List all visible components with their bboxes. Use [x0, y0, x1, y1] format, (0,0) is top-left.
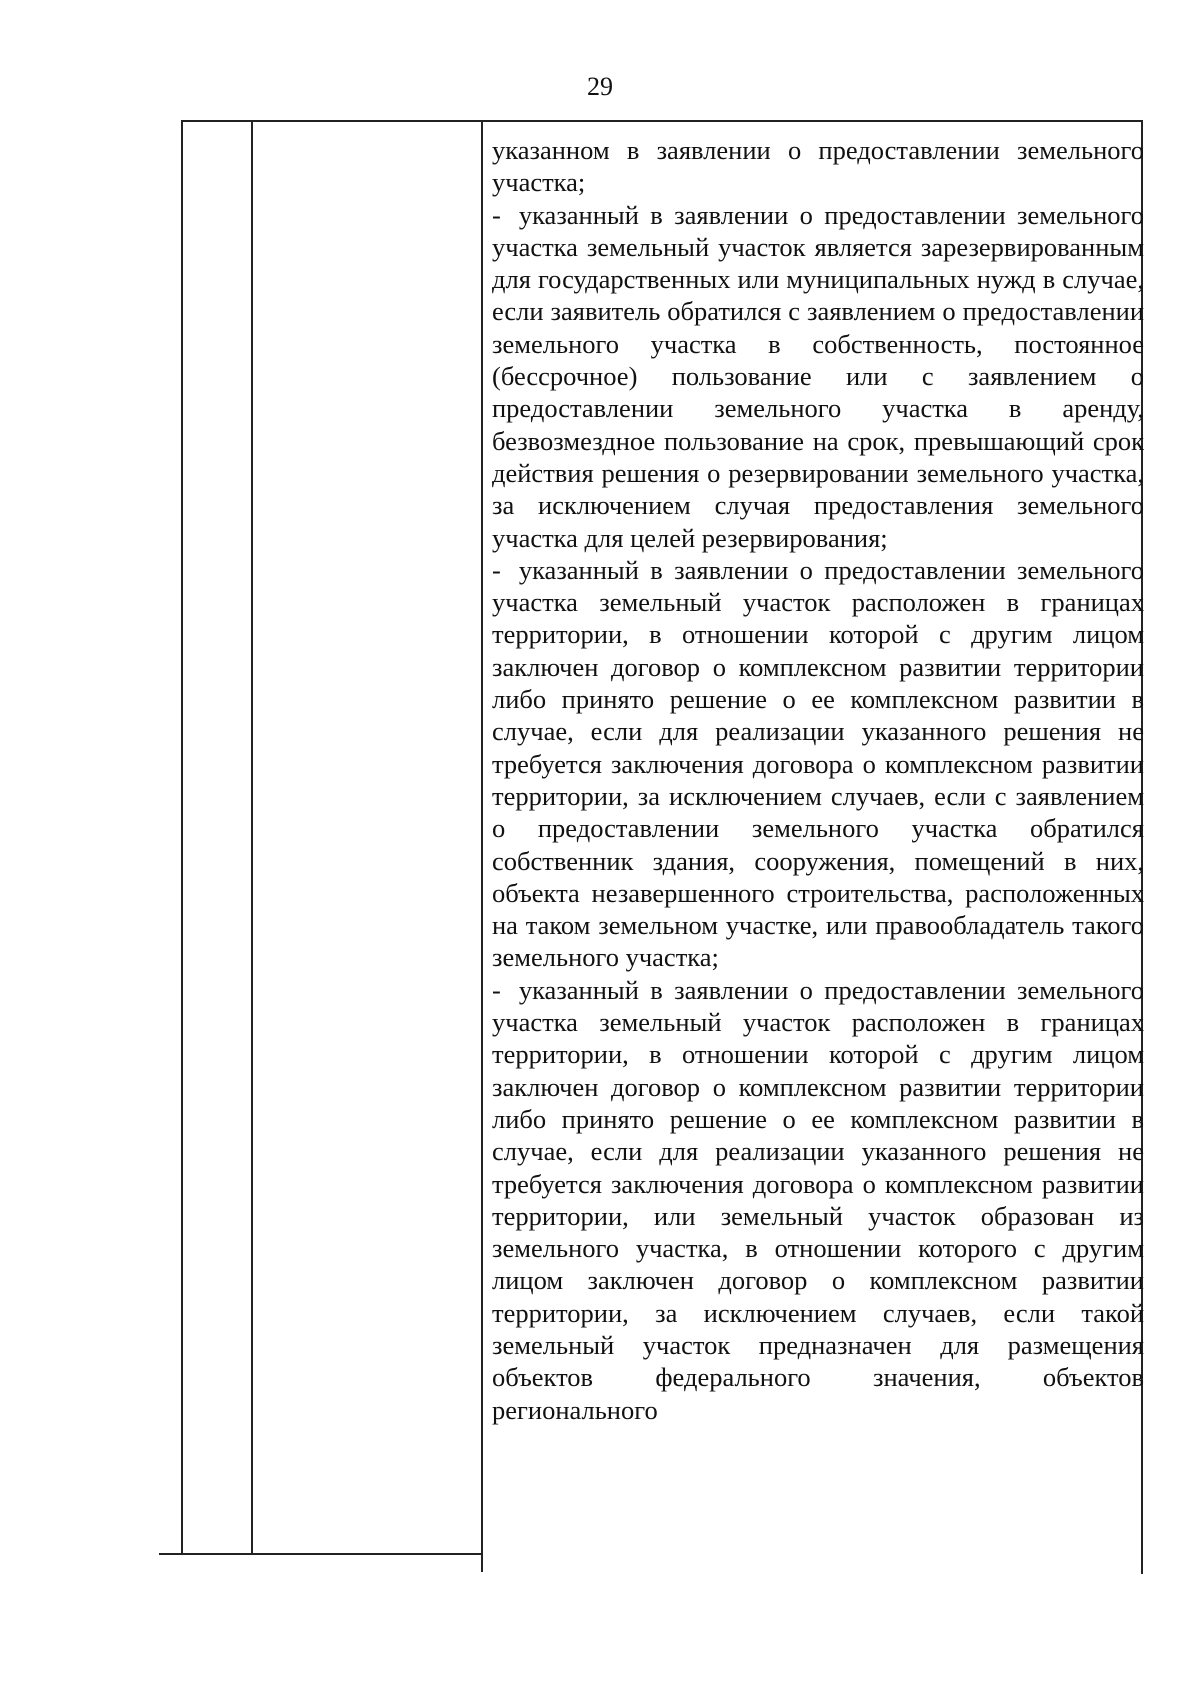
column-divider-2 [481, 120, 483, 1572]
list-dash: - [492, 554, 501, 585]
cell-list-item [492, 974, 1144, 1426]
cell-list-item [492, 554, 1144, 974]
cell-list-item [492, 199, 1144, 554]
table-left-border [181, 120, 183, 1554]
table-cell-text [492, 134, 1144, 1572]
list-dash: - [492, 974, 501, 1005]
cell-paragraph: указанном в заявлении о предоставлении земельного участка; [492, 135, 1144, 198]
table-top-border [181, 120, 1143, 122]
column-divider-1 [251, 120, 253, 1554]
page-number: 29 [587, 72, 613, 101]
cell-paragraph: указанный в заявлении о предоставлении земельного участка земельный участок расположен в границах территории, в отношении которой с другим лицом заключен договор о комплексном развитии территории либо принято решение о ее комплексном развитии в случае, если для реализации указанного решения не требуется заключения договора о комплексном развитии территории, или земельный участок образован из земельного участка, в отношении которого с другим лицом заключен договор о комплексном развитии территории, за исключением случаев, если такой земельный участок предназначен для размещения объектов федерального значения, объектов регионального [492, 974, 1144, 1425]
table-bottom-border-left [159, 1553, 481, 1555]
cell-paragraph: указанный в заявлении о предоставлении земельного участка земельный участок расположен в границах территории, в отношении которой с другим лицом заключен договор о комплексном развитии территории либо принято решение о ее комплексном развитии в случае, если для реализации указанного решения не требуется заключения договора о комплексном развитии территории, за исключением случаев, если с заявлением о предоставлении земельного участка обратился собственник здания, сооружения, помещений в них, объекта незавершенного строительства, расположенных на таком земельном участке, или правообладатель такого земельного участка; [492, 554, 1144, 973]
list-dash: - [492, 199, 501, 230]
cell-paragraph: указанный в заявлении о предоставлении земельного участка земельный участок является зарезервированным для государственных или муниципальных нужд в случае, если заявитель обратился с заявлением о предоставлении земельного участка в собственность, постоянное (бессрочное) пользование или с заявлением о предоставлении земельного участка в аренду, безвозмездное пользование на срок, превышающий срок действия решения о резервировании земельного участка, за исключением случая предоставления земельного участка для целей резервирования; [492, 199, 1144, 553]
